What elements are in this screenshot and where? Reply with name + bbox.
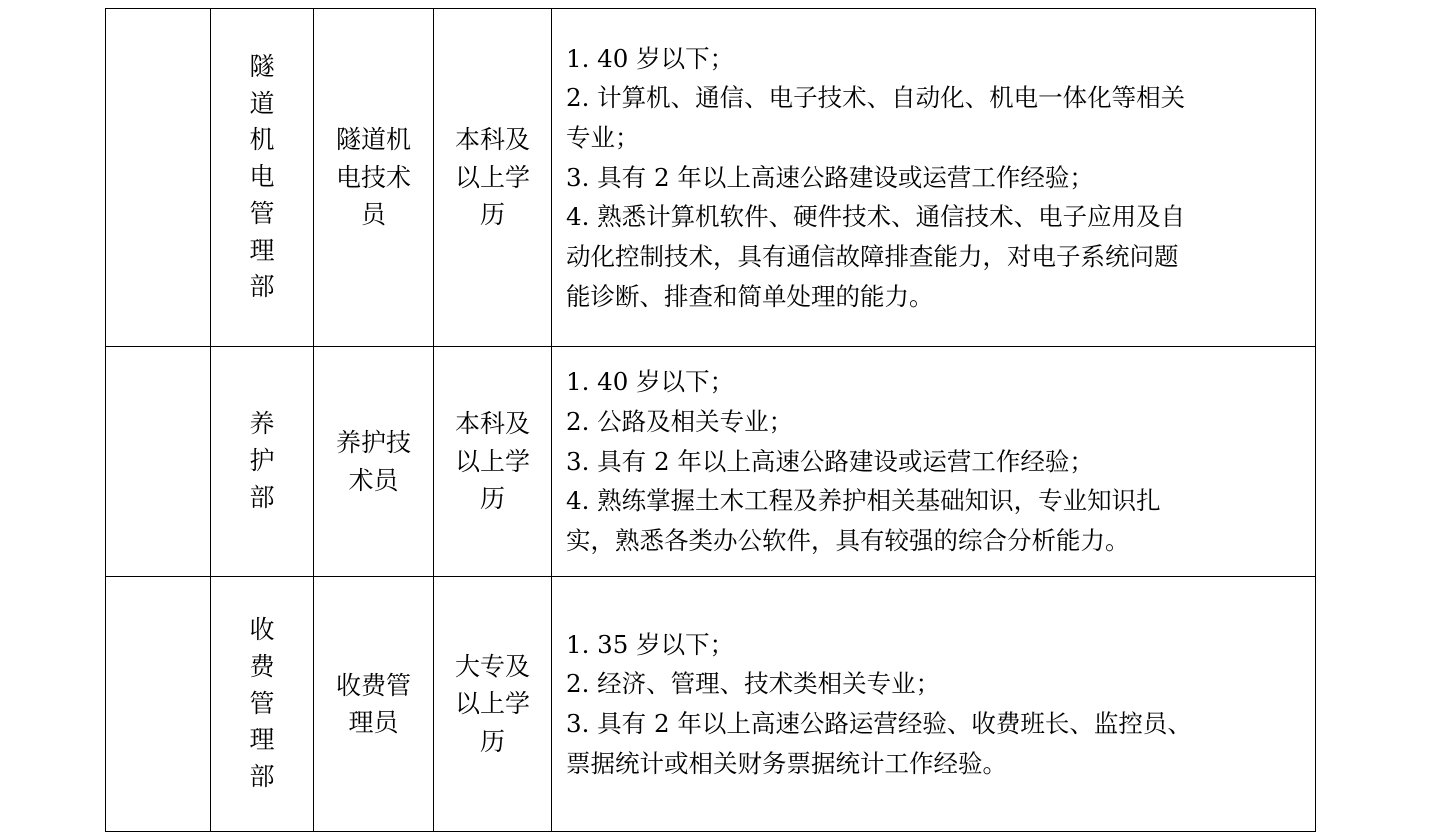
department-char: 部 [249,762,275,792]
education-cell [434,9,552,347]
department-char: 护 [249,446,275,476]
post-label: 隧道机电技术员 [335,125,411,230]
requirement-line: 票据统计或相关财务票据统计工作经验。 [566,748,1007,778]
department-char: 费 [249,651,275,681]
department-char: 道 [249,88,275,118]
department-char: 机 [249,125,275,155]
requirement-line: 实，熟悉各类办公软件，具有较强的综合分析能力。 [566,526,1130,556]
department-char: 隧 [249,51,275,81]
recruitment-requirements-table [105,8,1316,832]
department-vertical-text [211,608,313,800]
requirements-text [552,354,1315,568]
requirement-line: 2. 计算机、通信、电子技术、自动化、机电一体化等相关 [566,83,1186,113]
requirements-cell [552,347,1316,577]
requirement-line: 1. 40 岁以下； [566,43,735,73]
table-row [106,577,1316,832]
requirements-text [552,617,1315,792]
table-row [106,9,1316,347]
department-cell [211,577,314,832]
department-char: 部 [249,482,275,512]
department-char: 收 [249,615,275,645]
requirement-line: 2. 经济、管理、技术类相关专业； [566,669,941,699]
requirement-line: 动化控制技术，具有通信故障排查能力，对电子系统问题 [566,242,1179,272]
department-char: 管 [249,688,275,718]
post-label: 养护技术员 [335,428,411,495]
education-label: 本科及以上学历 [454,125,530,230]
department-char: 养 [249,409,275,439]
post-cell [314,577,434,832]
requirement-line: 能诊断、排查和简单处理的能力。 [566,281,934,311]
department-vertical-text [211,45,313,310]
post-label: 收费管理员 [335,670,411,737]
department-char: 理 [249,235,275,265]
requirement-line: 1. 40 岁以下； [566,367,735,397]
table-row [106,347,1316,577]
requirement-line: 专业； [566,122,640,152]
requirement-line: 2. 公路及相关专业； [566,406,794,436]
requirement-line: 1. 35 岁以下； [566,629,735,659]
requirement-line: 3. 具有 2 年以上高速公路运营经验、收费班长、监控员、 [566,709,1192,738]
row-leading-blank-cell [106,347,211,577]
requirement-line: 3. 具有 2 年以上高速公路建设或运营工作经验； [566,446,1094,476]
requirements-cell [552,577,1316,832]
requirements-text [552,31,1315,325]
department-char: 电 [249,162,275,192]
requirements-cell [552,9,1316,347]
row-leading-blank-cell [106,577,211,832]
education-cell [434,577,552,832]
requirement-line: 4. 熟悉计算机软件、硬件技术、通信技术、电子应用及自 [566,202,1186,232]
education-label: 本科及以上学历 [454,409,530,514]
department-char: 管 [249,198,275,228]
department-vertical-text [211,402,313,520]
requirement-line: 3. 具有 2 年以上高速公路建设或运营工作经验； [566,162,1094,192]
department-cell [211,9,314,347]
education-label: 大专及以上学历 [454,651,530,756]
education-cell [434,347,552,577]
department-char: 部 [249,272,275,302]
requirement-line: 4. 熟练掌握土木工程及养护相关基础知识，专业知识扎 [566,486,1161,516]
post-cell [314,9,434,347]
department-char: 理 [249,725,275,755]
department-cell [211,347,314,577]
row-leading-blank-cell [106,9,211,347]
post-cell [314,347,434,577]
